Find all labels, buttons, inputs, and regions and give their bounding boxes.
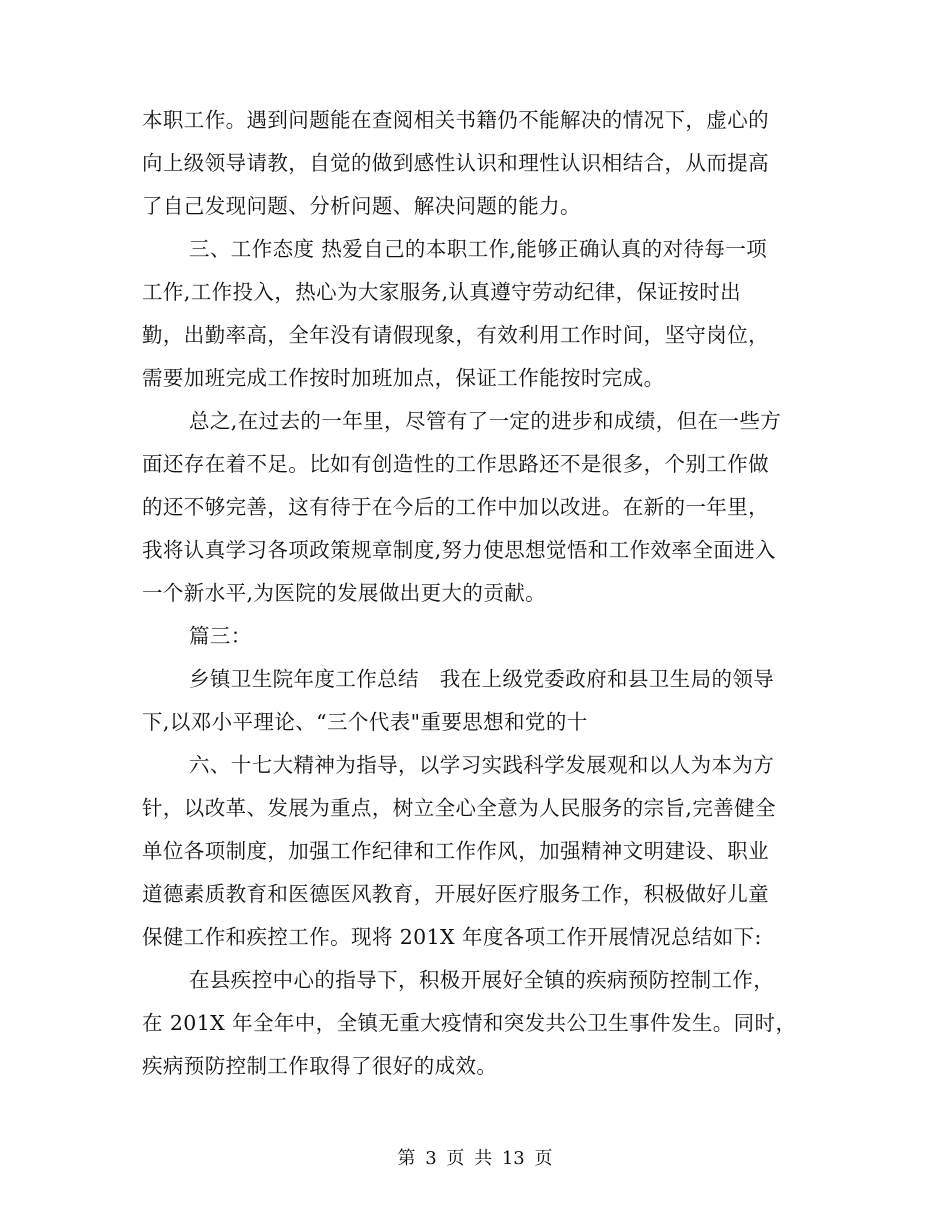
body-text-line: 在 201X 年全年中，全镇无重大疫情和突发共公卫生事件发生。同时， bbox=[142, 1011, 797, 1035]
body-text-line: 需要加班完成工作按时加班加点，保证工作能按时完成。 bbox=[142, 366, 665, 390]
body-text-line: 乡镇卫生院年度工作总结 我在上级党委政府和县卫生局的领导 bbox=[189, 667, 775, 691]
body-text-line: 总之,在过去的一年里，尽管有了一定的进步和成绩，但在一些方 bbox=[189, 409, 782, 433]
body-text-line: 下,以邓小平理论、“三个代表"重要思想和党的十 bbox=[142, 710, 588, 734]
body-text-line: 向上级领导请教，自觉的做到感性认识和理性认识相结合，从而提高 bbox=[142, 151, 769, 175]
page-number-footer: 第 3 页 共 13 页 bbox=[397, 1148, 553, 1169]
body-text-line: 勤，出勤率高，全年没有请假现象，有效利用工作时间，坚守岗位， bbox=[142, 323, 769, 347]
body-text-line: 道德素质教育和医德医风教育，开展好医疗服务工作，积极做好儿童 bbox=[142, 882, 769, 906]
body-text-line: 疾病预防控制工作取得了很好的成效。 bbox=[142, 1054, 498, 1078]
body-text-line: 了自己发现问题、分析问题、解决问题的能力。 bbox=[142, 194, 581, 218]
body-text-line: 三、工作态度 热爱自己的本职工作,能够正确认真的对待每一项 bbox=[189, 237, 768, 261]
body-text-line: 的还不够完善，这有待于在今后的工作中加以改进。在新的一年里， bbox=[142, 495, 769, 519]
body-text-line: 工作,工作投入，热心为大家服务,认真遵守劳动纪律，保证按时出 bbox=[142, 280, 742, 304]
body-text-line: 我将认真学习各项政策规章制度,努力使思想觉悟和工作效率全面进入 bbox=[142, 538, 776, 562]
body-text-line: 在县疾控中心的指导下，积极开展好全镇的疾病预防控制工作， bbox=[189, 968, 775, 992]
body-text-line: 本职工作。遇到问题能在查阅相关书籍仍不能解决的情况下，虚心的 bbox=[142, 108, 769, 132]
body-text-line: 单位各项制度，加强工作纪律和工作作风，加强精神文明建设、职业 bbox=[142, 839, 769, 863]
body-text-line: 面还存在着不足。比如有创造性的工作思路还不是很多，个别工作做 bbox=[142, 452, 769, 476]
body-text-line: 保健工作和疾控工作。现将 201X 年度各项工作开展情况总结如下: bbox=[142, 925, 762, 949]
body-text-line: 六、十七大精神为指导，以学习实践科学发展观和以人为本为方 bbox=[189, 753, 775, 777]
body-text-line: 针，以改革、发展为重点，树立全心全意为人民服务的宗旨,完善健全 bbox=[142, 796, 776, 820]
section-heading: 篇三： bbox=[189, 624, 252, 648]
body-text-line: 一个新水平,为医院的发展做出更大的贡献。 bbox=[142, 581, 547, 605]
